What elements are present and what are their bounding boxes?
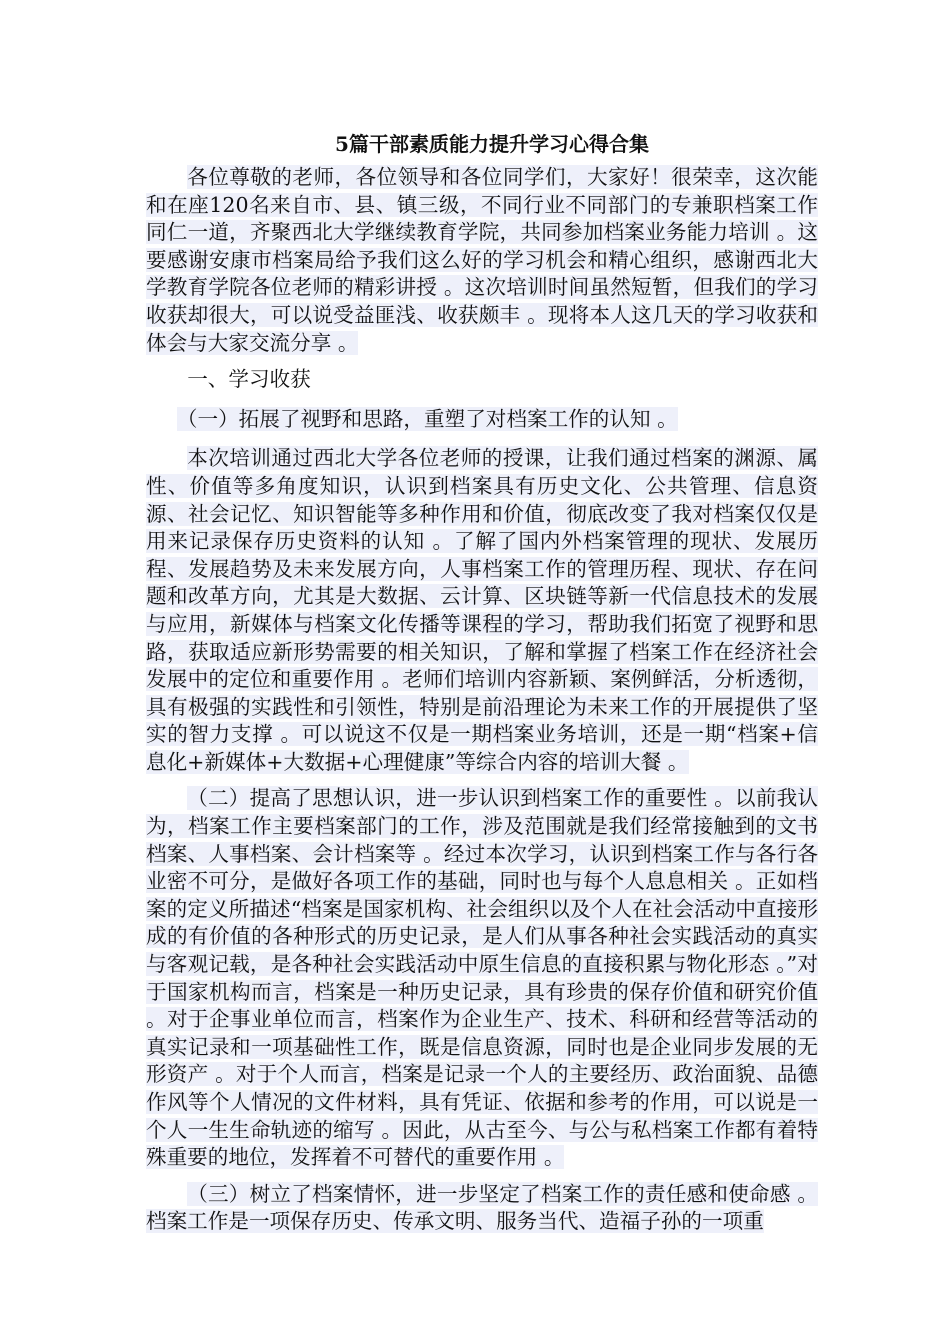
paragraph-section-1-body <box>146 445 818 776</box>
paragraph-intro-text: 各位尊敬的老师，各位领导和各位同学们，大家好！很荣幸，这次能和在座120名来自市、县、镇三级，不同行业不同部门的专兼职档案工作同仁一道，齐聚西北大学继续教育学院，共同参加档案业务能力培训 。这要感谢安康市档案局给予我们这么好的学习机会和精心组织，感谢西北大学教育学院各位老师的精彩讲授 。这次培训时间虽然短暂，但我们的学习收获却很大，可以说受益匪浅、收获颇丰 。现将本人这几天的学习收获和体会与大家交流分享 。 <box>146 165 818 355</box>
paragraph-section-1-text: 本次培训通过西北大学各位老师的授课，让我们通过档案的渊源、属性、价值等多角度知识，认识到档案具有历史文化、公共管理、信息资源、社会记忆、知识智能等多种作用和价值，彻底改变了我对档案仅仅是用来记录保存历史资料的认知 。了解了国内外档案管理的现状、发展历程、发展趋势及未来发展方向，人事档案工作的管理历程、现状、存在问题和改革方向，尤其是大数据、云计算、区块链等新一代信息技术的发展与应用，新媒体与档案文化传播等课程的学习，帮助我们拓宽了视野和思路，获取适应新形势需要的相关知识，了解和掌握了档案工作在经济社会发展中的定位和重要作用 。老师们培训内容新颖、案例鲜活，分析透彻，具有极强的实践性和引领性，特别是前沿理论为未来工作的开展提供了坚实的智力支撑 。可以说这不仅是一期档案业务培训，还是一期“档案+信息化+新媒体+大数据+心理健康”等综合内容的培训大餐 。 <box>146 446 818 774</box>
paragraph-section-3 <box>146 1181 818 1236</box>
section-heading-1: 一、学习收获 <box>187 367 311 392</box>
subsection-heading-1-text: （一）拓展了视野和思路，重塑了对档案工作的认知 。 <box>176 406 678 431</box>
document-title: 5篇干部素质能力提升学习心得合集 <box>335 132 649 156</box>
paragraph-intro <box>146 164 818 357</box>
paragraph-section-2-text: （二）提高了思想认识，进一步认识到档案工作的重要性 。以前我认为，档案工作主要档案部门的工作，涉及范围就是我们经常接触到的文书档案、人事档案、会计档案等 。经过本次学习，认识到档案工作与各行各业密不可分，是做好各项工作的基础，同时也与每个人息息相关 。正如档案的定义所描述“档案是国家机构、社会组织以及个人在社会活动中直接形成的有价值的各种形式的历史记录，是人们从事各种社会实践活动的真实与客观记载，是各种社会实践活动中原生信息的直接积累与物化形态 。”对于国家机构而言，档案是一种历史记录，具有珍贵的保存价值和研究价值 。对于企事业单位而言，档案作为企业生产、技术、科研和经营等活动的真实记录和一项基础性工作，既是信息资源，同时也是企业同步发展的无形资产 。对于个人而言，档案是记录一个人的主要经历、政治面貌、品德作风等个人情况的文件材料，具有凭证、依据和参考的作用，可以说是一个人一生生命轨迹的缩写 。因此，从古至今、与公与私档案工作都有着特殊重要的地位，发挥着不可替代的重要作用 。 <box>146 786 818 1170</box>
subsection-heading-1 <box>146 406 818 434</box>
document-body <box>146 130 818 1245</box>
paragraph-section-3-text: （三）树立了档案情怀，进一步坚定了档案工作的责任感和使命感 。档案工作是一项保存历史、传承文明、服务当代、造福子孙的一项重 <box>146 1181 818 1234</box>
paragraph-section-2 <box>146 785 818 1171</box>
